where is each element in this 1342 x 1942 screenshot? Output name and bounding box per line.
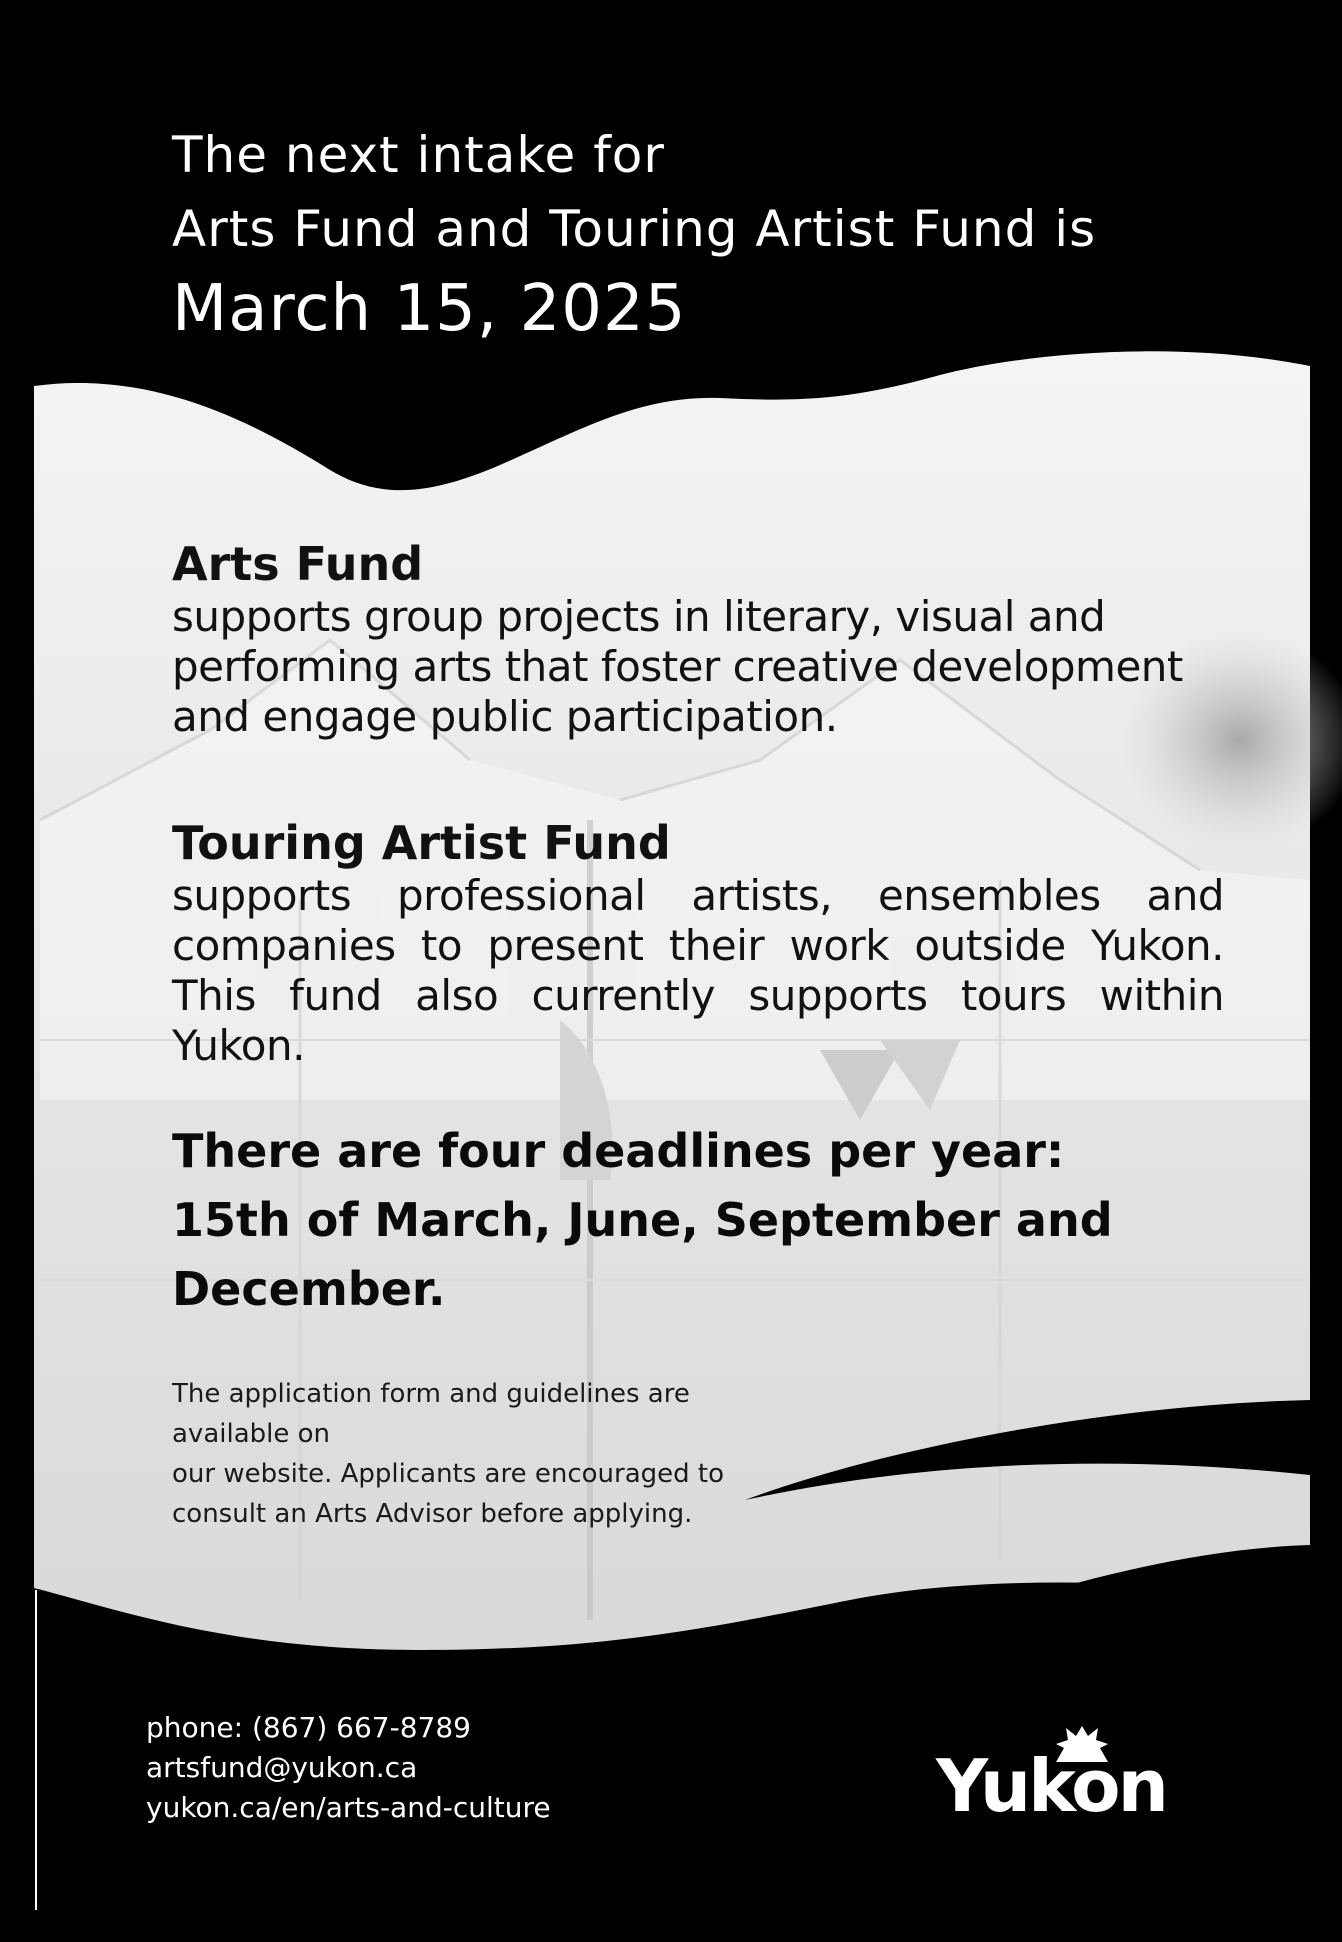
arts-fund-section [172, 536, 1224, 742]
deadlines-line-1: There are four deadlines per year: [172, 1124, 1065, 1178]
contact-phone: phone: (867) 667-8789 [146, 1711, 471, 1744]
touring-fund-title: Touring Artist Fund [172, 816, 671, 870]
deadlines-line-2: 15th of March, June, September and [172, 1193, 1113, 1247]
contact-website[interactable]: yukon.ca/en/arts-and-culture [146, 1791, 551, 1824]
intake-date: March 15, 2025 [172, 272, 687, 346]
arts-fund-title: Arts Fund [172, 537, 424, 591]
deadlines-line-3: December. [172, 1262, 446, 1316]
contact-info [146, 1708, 551, 1828]
intake-line-2: Arts Fund and Touring Artist Fund is [172, 200, 1097, 258]
arts-fund-description: supports group projects in literary, visual and performing arts that foster creative development and engage public participation. [172, 592, 1183, 741]
note-line-1: The application form and guidelines are available on [172, 1379, 690, 1449]
yukon-logo [936, 1726, 1166, 1826]
yukon-wordmark: Yukon [936, 1744, 1166, 1828]
note-line-3: consult an Arts Advisor before applying. [172, 1499, 693, 1529]
deadlines-block [172, 1117, 1232, 1324]
touring-fund-section [172, 815, 1224, 1071]
contact-email[interactable]: artsfund@yukon.ca [146, 1751, 418, 1784]
application-note [172, 1374, 812, 1534]
note-line-2: our website. Applicants are encouraged to [172, 1459, 725, 1489]
touring-fund-description: supports professional artists, ensembles and companies to present their work outside Yukon. This fund also currently supports tours within Yukon. [172, 871, 1224, 1070]
intake-line-1: The next intake for [172, 126, 665, 184]
intake-heading [172, 118, 1096, 352]
